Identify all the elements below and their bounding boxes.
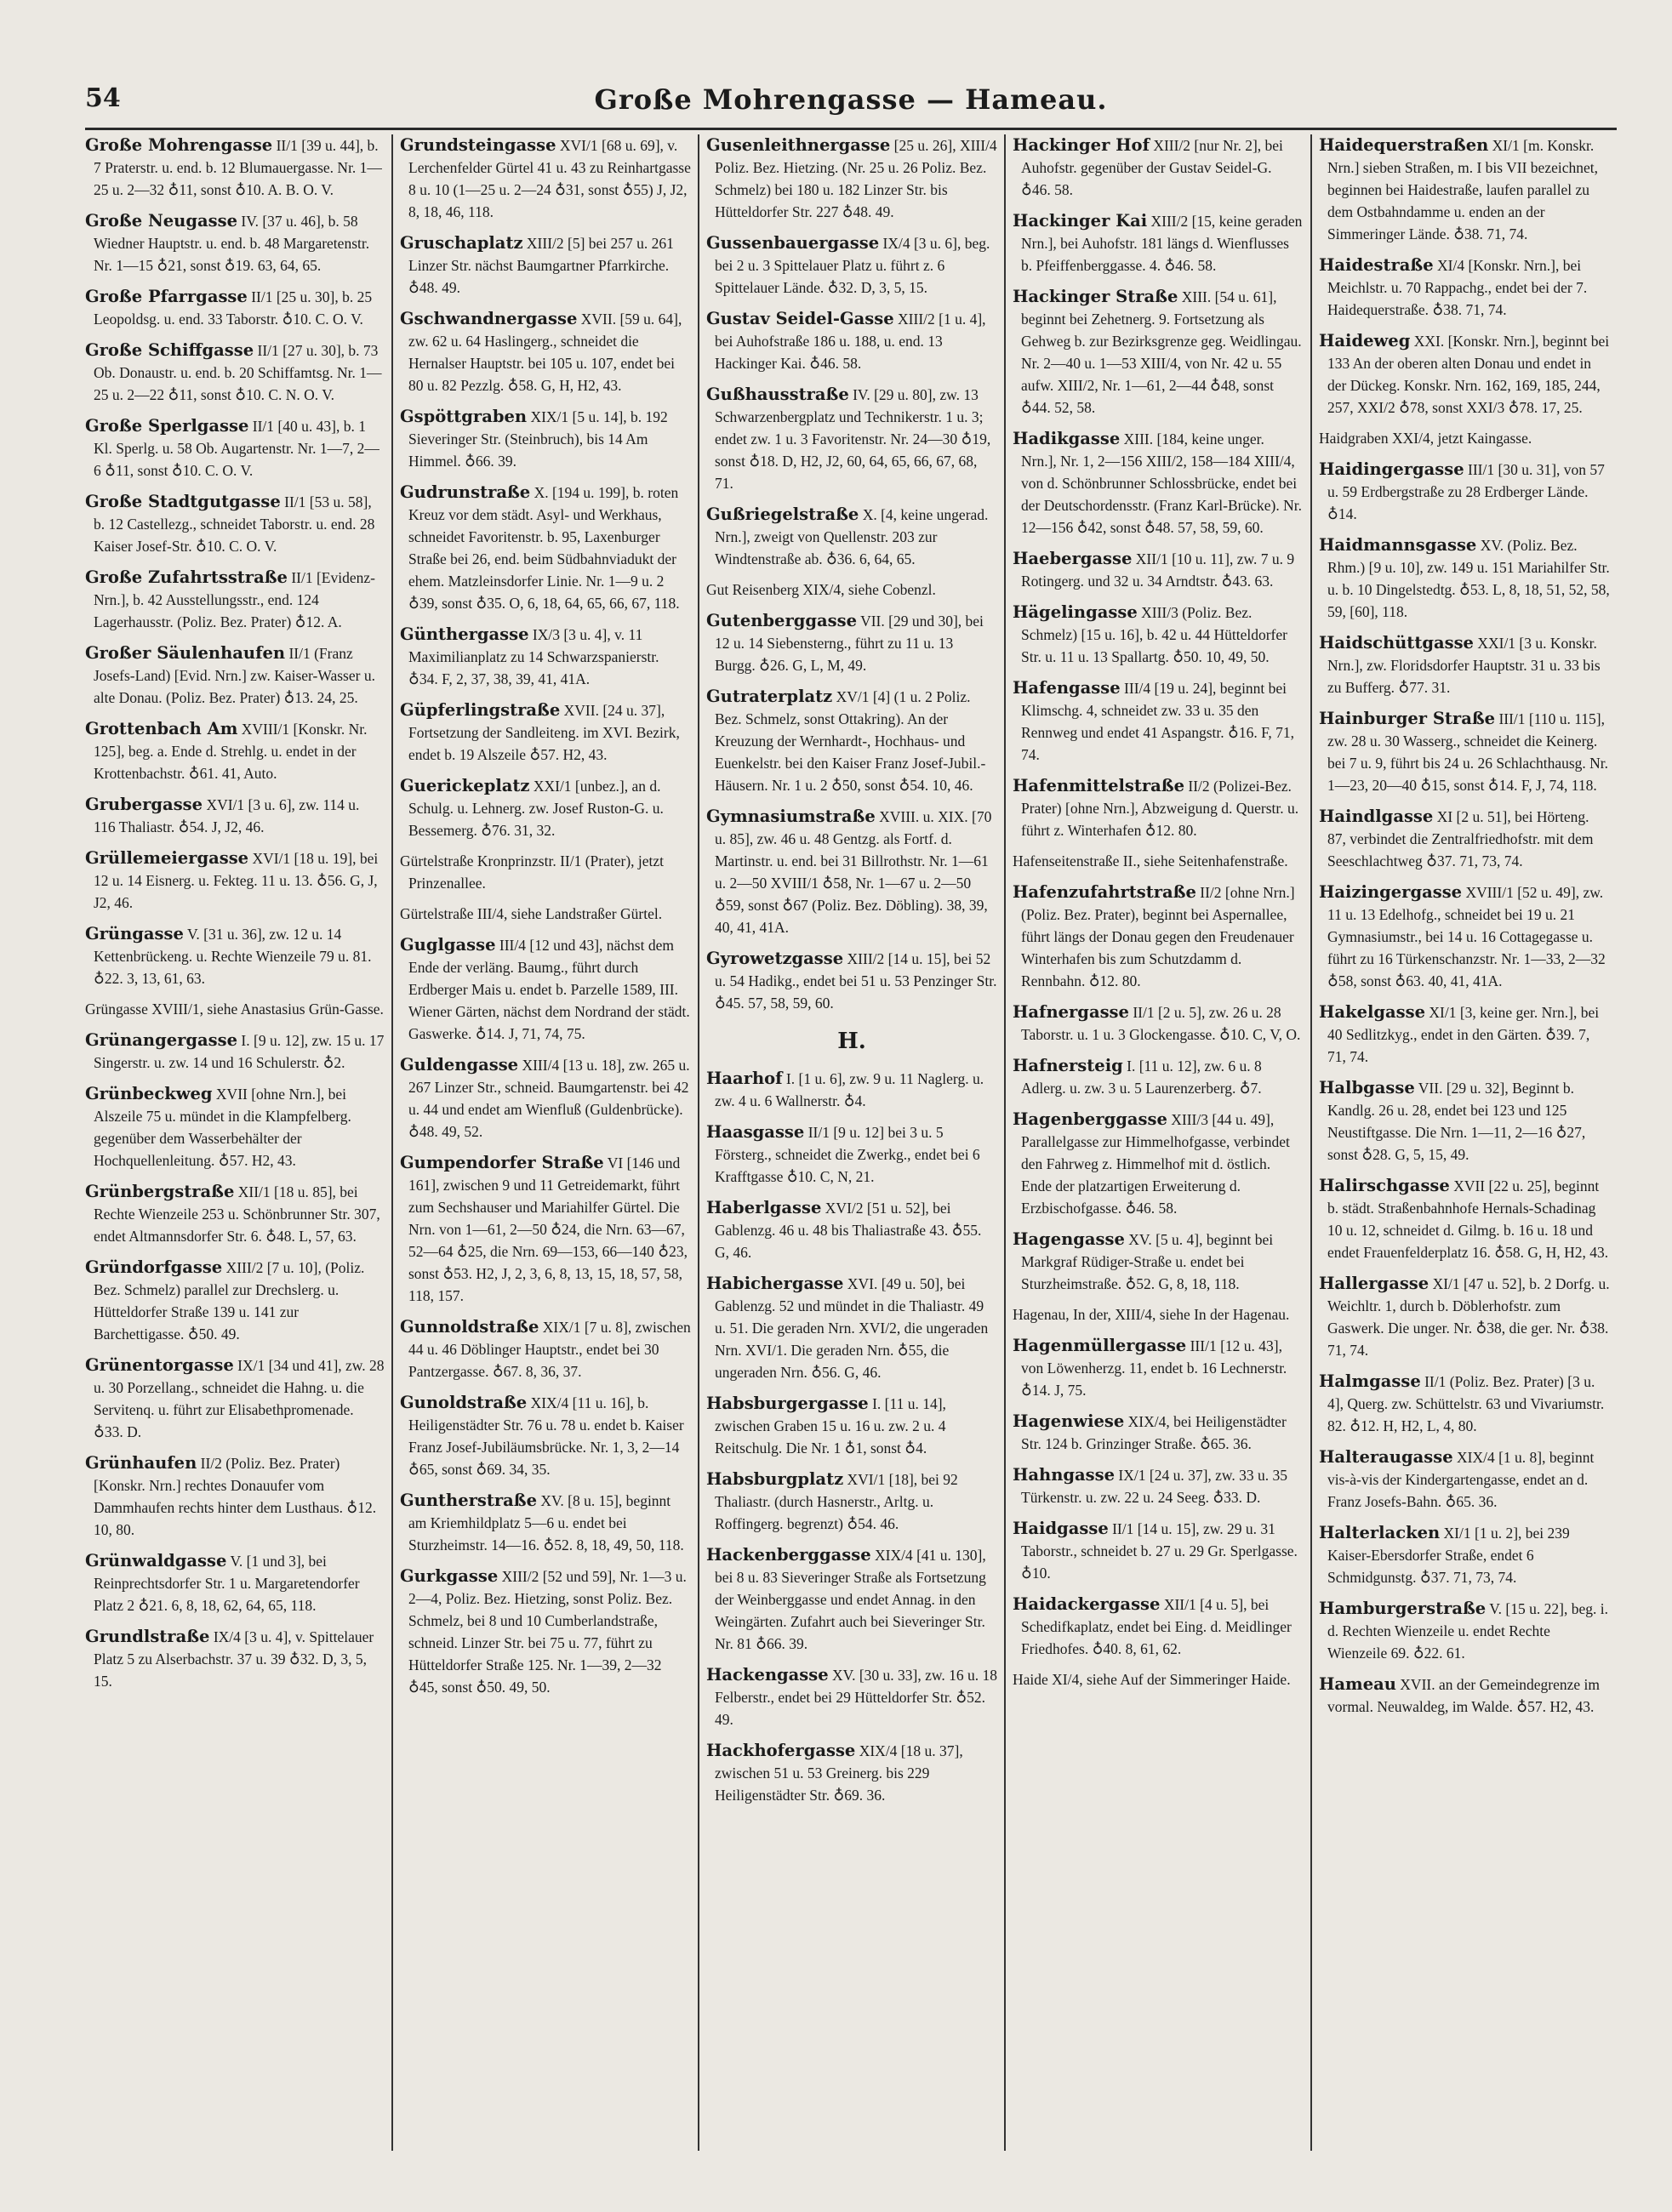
entry-details: XI/1 [3, keine ger. Nrn.], bei 40 Sedlitzkyg., endet in den Gärten. ♁39. 7, 71, 74. (1327, 1004, 1600, 1065)
entry-headword: Grünentorgasse (85, 1355, 234, 1375)
entry-details: V. [31 u. 36], zw. 12 u. 14 Kettenbrückeng. u. Rechte Wienzeile 79 u. 81. ♁22. 3, 13, 61, 63. (94, 926, 372, 987)
entry-headword: Grünbeckweg (85, 1084, 213, 1103)
entry-details: XI/4 [Konskr. Nrn.], bei Meichlstr. u. 70 Rappachg., endet bei der 7. Haidequerstraße. ♁38. 71, 74. (1327, 257, 1588, 318)
directory-entry (706, 579, 997, 601)
directory-entry (1013, 881, 1304, 993)
entry-headword: Gussenbauergasse (706, 233, 880, 253)
entry-details: IX/1 [34 und 41], zw. 28 u. 30 Porzellang., schneidet die Hahng. u. die Servitenq. u. führt zur Elisabethpromenade. ♁33. D. (94, 1357, 385, 1440)
entry-headword: Hagenberggasse (1013, 1109, 1167, 1129)
section-letter-heading: H. (837, 1029, 866, 1054)
entry-details: XV. [5 u. 4], beginnt bei Markgraf Rüdiger-Straße u. endet bei Sturzheimstraße. ♁52. G, 8, 18, 118. (1021, 1231, 1274, 1292)
entry-headword: Hägelingasse (1013, 602, 1138, 622)
entry-headword: Haebergasse (1013, 549, 1133, 568)
directory-entry (85, 1626, 385, 1693)
directory-entry (706, 384, 997, 495)
directory-entry (1319, 1522, 1610, 1589)
directory-entry (1319, 330, 1610, 419)
entry-details: XV/1 [4] (1 u. 2 Poliz. Bez. Schmelz, sonst Ottakring). An der Kreuzung der Wernhardt-, Hochhaus- und Euenkelstr. bei den Kaiser Franz Josef-Jubil.-Häusern. Nr. 1 u. 2 ♁50, sonst ♁54. 10, 46. (715, 688, 986, 794)
entry-headword: Grüngasse (85, 924, 184, 944)
entry-details: XIX/4 [11 u. 16], b. Heiligenstädter Str. 76 u. 78 u. endet b. Kaiser Franz Josef-Jubiläumsbrücke. Nr. 1, 3, 2—14 ♁65, sonst ♁69. 34, 35. (408, 1394, 684, 1478)
directory-entry (1319, 428, 1610, 450)
entry-headword: Haasgasse (706, 1122, 805, 1142)
directory-entry (1013, 1055, 1304, 1100)
entry-details: II/2 (Poliz. Bez. Prater) [Konskr. Nrn.] rechtes Donauufer vom Dammhaufen rechts hinter dem Lusthaus. ♁12. 10, 80. (94, 1455, 377, 1538)
entry-headword: Grüllemeiergasse (85, 848, 249, 868)
entry-details: II/1 [9 u. 12] bei 3 u. 5 Försterg., schneidet die Zwerkg., endet bei 6 Krafftgasse ♁10. C, N, 21. (715, 1124, 980, 1185)
directory-entry (85, 847, 385, 915)
entry-details: XIX/4 [1 u. 8], beginnt vis-à-vis der Kindergartengasse, endet an d. Franz Josefs-Bahn. ♁65. 36. (1327, 1449, 1595, 1510)
directory-entry (706, 1740, 997, 1807)
entry-headword: Grundlstraße (85, 1627, 210, 1646)
directory-entry (1319, 1598, 1610, 1665)
entry-headword: Hamburgerstraße (1319, 1599, 1487, 1618)
entry-details: IX/3 [3 u. 4], v. 11 Maximilianplatz zu 14 Schwarzspanierstr. ♁34. F, 2, 37, 38, 39, 41, 41A. (408, 626, 659, 687)
directory-entry (1319, 1273, 1610, 1362)
running-title: Große Mohrengasse — Hameau. (594, 83, 1108, 116)
entry-headword: Guglgasse (400, 935, 496, 955)
directory-entry (1013, 677, 1304, 767)
street-directory-columns (85, 134, 1617, 2151)
directory-entry (400, 308, 691, 397)
entry-headword: Hakelgasse (1319, 1002, 1426, 1022)
entry-headword: Hagenmüllergasse (1013, 1336, 1187, 1355)
directory-entry (85, 1257, 385, 1346)
directory-entry (1319, 1446, 1610, 1514)
directory-entry (85, 210, 385, 277)
entry-details: II/1 [2 u. 5], zw. 26 u. 28 Taborstr. u. 1 u. 3 Glockengasse. ♁10. C, V, O. (1021, 1004, 1301, 1043)
entry-details: XIII/3 [44 u. 49], Parallelgasse zur Himmelhofgasse, verbindet den Fahrweg z. Himmelhof mit d. östlich. Ende der platzartigen Erweiterung d. Erzbischofgasse. ♁46. 58. (1021, 1111, 1290, 1217)
directory-entry (400, 851, 691, 895)
directory-entry (400, 406, 691, 473)
directory-entry (706, 308, 997, 375)
entry-headword: Große Mohrengasse (85, 135, 273, 155)
entry-details: XXI/1 [unbez.], an d. Schulg. u. Lehnerg. zw. Josef Ruston-G. u. Bessemerg. ♁76. 31, 32. (408, 778, 664, 839)
directory-entry (85, 718, 385, 785)
entry-headword: Halbgasse (1319, 1078, 1415, 1097)
entry-details: XV. [30 u. 33], zw. 16 u. 18 Felberstr., endet bei 29 Hütteldorfer Str. ♁52. 49. (715, 1667, 997, 1728)
entry-headword: Habsburgergasse (706, 1394, 869, 1413)
entry-details: XIII/2 [15, keine geraden Nrn.], bei Auhofstr. 181 längs d. Wienflusses b. Pfeiffenberggasse. 4. ♁46. 58. (1021, 213, 1303, 274)
entry-details: I. [9 u. 12], zw. 15 u. 17 Singerstr. u. zw. 14 und 16 Schulerstr. ♁2. (94, 1032, 385, 1071)
entry-details: I. [11 u. 14], zwischen Graben 15 u. 16 u. zw. 2 u. 4 Reitschulg. Die Nr. 1 ♁1, sonst ♁4. (715, 1395, 946, 1457)
directory-entry (1013, 1304, 1304, 1326)
entry-details: XIII/2 [5] bei 257 u. 261 Linzer Str. nächst Baumgartner Pfarrkirche. ♁48. 49. (408, 235, 674, 296)
entry-details: II/1 [27 u. 30], b. 73 Ob. Donaustr. u. end. b. 20 Schiffamtsg. Nr. 1—25 u. 2—22 ♁11, sonst ♁10. C. N. O. V. (94, 342, 382, 403)
directory-entry (1013, 1464, 1304, 1509)
directory-entry (400, 232, 691, 299)
entry-headword: Große Sperlgasse (85, 416, 249, 436)
directory-entry (85, 642, 385, 710)
entry-headword: Große Schiffgasse (85, 340, 254, 360)
directory-entry (1013, 428, 1304, 539)
entry-details: XIII/2 [7 u. 10], (Poliz. Bez. Schmelz) parallel zur Drechslerg. u. Hütteldorfer Straße 139 u. 141 zur Barchettigasse. ♁50. 49. (94, 1259, 365, 1343)
entry-details: XVI/1 [18 u. 19], bei 12 u. 14 Eisnerg. u. Fekteg. 11 u. 13. ♁56. G, J, J2, 46. (94, 850, 379, 911)
directory-entry (1319, 1001, 1610, 1069)
directory-entry (400, 699, 691, 767)
directory-column-5 (1310, 134, 1617, 2151)
directory-entry (400, 624, 691, 691)
entry-headword: Hackinger Straße (1013, 287, 1178, 306)
entry-headword: Gußhausstraße (706, 385, 849, 404)
entry-headword: Guldengasse (400, 1055, 519, 1075)
entry-headword: Gymnasiumstraße (706, 807, 876, 826)
entry-details: XIII/2 [14 u. 15], bei 52 u. 54 Hadikg., endet bei 51 u. 53 Penzinger Str. ♁45. 57, 58, 59, 60. (715, 950, 997, 1012)
entry-details: IV. [29 u. 80], zw. 13 Schwarzenbergplatz und Technikerstr. 1 u. 3; endet zw. 1 u. 3 Favoritenstr. Nr. 24—30 ♁19, sonst ♁18. D, H2, J2, 60, 64, 65, 66, 67, 68, 71. (715, 386, 991, 492)
entry-headword: Gutraterplatz (706, 687, 833, 706)
directory-entry (1013, 851, 1304, 873)
entry-headword: Guntherstraße (400, 1491, 537, 1510)
directory-column-4 (1004, 134, 1310, 2151)
entry-details: IX/4 [3 u. 4], v. Spittelauer Platz 5 zu Alserbachstr. 37 u. 39 ♁32. D, 3, 5, 15. (94, 1628, 374, 1690)
entry-headword: Hafenzufahrtstraße (1013, 882, 1196, 902)
directory-entry (85, 415, 385, 482)
entry-headword: Grünbergstraße (85, 1182, 235, 1201)
entry-headword: Gyrowetzgasse (706, 949, 844, 968)
entry-details: IV. [37 u. 46], b. 58 Wiedner Hauptstr. u. end. b. 48 Margaretenstr. Nr. 1—15 ♁21, sonst ♁19. 63, 64, 65. (94, 213, 370, 274)
entry-headword: Große Zufahrtsstraße (85, 567, 288, 587)
entry-details: Haidgraben XXI/4, jetzt Kaingasse. (1319, 430, 1532, 447)
entry-details: XVIII/1 [Konskr. Nr. 125], beg. a. Ende d. Strehlg. u. endet in der Krottenbachstr. ♁61. 41, Auto. (94, 721, 368, 782)
entry-headword: Habichergasse (706, 1274, 844, 1293)
header-rule (85, 128, 1617, 130)
directory-entry (1319, 459, 1610, 526)
entry-details: III/4 [12 und 43], nächst dem Ende der verläng. Baumg., führt durch Erdberger Mais u. endet b. Parzelle 1589, III. Wiener Gärten, nächst dem Nordrand der städt. Gaswerke. ♁14. J, 71, 74, 75. (408, 937, 690, 1042)
directory-entry (85, 1029, 385, 1075)
entry-details: I. [11 u. 12], zw. 6 u. 8 Adlerg. u. zw. 3 u. 5 Laurenzerberg. ♁7. (1021, 1058, 1262, 1097)
directory-entry (1013, 134, 1304, 202)
entry-details: II/1 [39 u. 44], b. 7 Praterstr. u. end. b. 12 Blumauergasse. Nr. 1—25 u. 2—32 ♁11, sonst ♁10. A. B. O. V. (94, 137, 382, 198)
entry-details: XXI/1 [3 u. Konskr. Nrn.], zw. Floridsdorfer Hauptstr. 31 u. 33 bis zu Bufferg. ♁77. 31. (1327, 635, 1601, 696)
entry-details: XVI/1 [68 u. 69], v. Lerchenfelder Gürtel 41 u. 43 zu Reinhartgasse 8 u. 10 (1—25 u. 2—24 ♁31, sonst ♁55) J, J2, 8, 18, 46, 118. (408, 137, 691, 220)
entry-headword: Gustav Seidel-Gasse (706, 309, 894, 328)
entry-details: II/1 [Evidenz-Nrn.], b. 42 Ausstellungsstr., end. 124 Lagerhausstr. (Poliz. Bez. Prater) ♁12. A. (94, 569, 375, 630)
entry-details: V. [1 und 3], bei Reinprechtsdorfer Str. 1 u. Margaretendorfer Platz 2 ♁21. 6, 8, 18, 62, 64, 65, 118. (94, 1553, 360, 1614)
entry-details: XIX/4, bei Heiligenstädter Str. 124 b. Grinzinger Straße. ♁65. 36. (1021, 1413, 1287, 1452)
directory-entry (400, 1392, 691, 1481)
entry-headword: Günthergasse (400, 624, 529, 644)
directory-entry (1319, 881, 1610, 993)
entry-details: XXI. [Konskr. Nrn.], beginnt bei 133 An der oberen alten Donau und endet in der Dückeg. Konskr. Nrn. 162, 169, 185, 244, 257, XXI/2 ♁78, sonst XXI/3 ♁78. 17, 25. (1327, 333, 1610, 416)
directory-entry (1013, 1593, 1304, 1661)
entry-headword: Gußriegelstraße (706, 505, 859, 524)
entry-headword: Gunnoldstraße (400, 1317, 539, 1337)
entry-headword: Halmgasse (1319, 1371, 1421, 1391)
directory-column-1 (85, 134, 391, 2151)
entry-details: XVII. [24 u. 37], Fortsetzung der Sandleiteng. im XVI. Bezirk, endet b. 19 Alszeile ♁57. H2, 43. (408, 702, 680, 763)
entry-details: XII/1 [18 u. 85], bei Rechte Wienzeile 253 u. Schönbrunner Str. 307, endet Altmannsdorfer Str. 6. ♁48. L, 57, 63. (94, 1183, 380, 1245)
entry-headword: Haindlgasse (1319, 807, 1434, 826)
directory-entry (706, 610, 997, 677)
entry-details: XII/1 [4 u. 5], bei Schedifkaplatz, endet bei Eing. d. Meidlinger Friedhofes. ♁40. 8, 61, 62. (1021, 1596, 1292, 1657)
directory-entry (400, 775, 691, 842)
entry-headword: Hackhofergasse (706, 1741, 856, 1760)
directory-entry (706, 948, 997, 1015)
entry-headword: Gunoldstraße (400, 1393, 528, 1412)
directory-entry (1319, 1371, 1610, 1438)
directory-entry (1319, 134, 1610, 246)
entry-headword: Haidgasse (1013, 1519, 1109, 1538)
entry-headword: Hahngasse (1013, 1465, 1116, 1485)
directory-entry (1013, 1669, 1304, 1691)
entry-headword: Halteraugasse (1319, 1447, 1453, 1467)
directory-entry (1319, 806, 1610, 873)
entry-headword: Hagenwiese (1013, 1411, 1125, 1431)
entry-headword: Gschwandnergasse (400, 309, 578, 328)
directory-entry (1013, 775, 1304, 842)
entry-headword: Hadikgasse (1013, 429, 1121, 448)
entry-headword: Hainburger Straße (1319, 709, 1496, 728)
entry-details: [25 u. 26], XIII/4 Poliz. Bez. Hietzing. (Nr. 25 u. 26 Poliz. Bez. Schmelz) bei 180 u. 182 Linzer Str. bis Hütteldorfer Str. 227 ♁48. 49. (715, 137, 997, 220)
entry-headword: Große Neugasse (85, 211, 237, 231)
entry-headword: Hallergasse (1319, 1274, 1429, 1293)
directory-entry (706, 686, 997, 797)
entry-headword: Haidequerstraßen (1319, 135, 1489, 155)
entry-details: XVI. [49 u. 50], bei Gablenzg. 52 und mündet in die Thaliastr. 49 u. 51. Die geraden Nrn. XVI/2, die ungeraden Nrn. XVI/1. Die geraden Nrn. ♁55, die ungeraden Nrn. ♁56. G, 46. (715, 1275, 989, 1381)
directory-entry (85, 923, 385, 990)
directory-entry (85, 567, 385, 634)
entry-details: XVII [ohne Nrn.], bei Alszeile 75 u. mündet in die Klampfelberg. gegenüber dem Wasserbehälter der Hochquellenleitung. ♁57. H2, 43. (94, 1086, 351, 1169)
entry-headword: Hackenberggasse (706, 1545, 871, 1565)
directory-entry (1013, 1229, 1304, 1296)
directory-entry (85, 339, 385, 407)
entry-headword: Große Stadtgutgasse (85, 492, 281, 511)
entry-headword: Grünwaldgasse (85, 1551, 227, 1571)
entry-headword: Halterlacken (1319, 1523, 1441, 1542)
entry-headword: Haidschüttgasse (1319, 633, 1474, 653)
entry-headword: Grünhaufen (85, 1453, 197, 1473)
entry-headword: Haidestraße (1319, 255, 1434, 275)
entry-details: II/1 [53 u. 58], b. 12 Castellezg., schneidet Taborstr. u. end. 28 Kaiser Josef-Str. ♁10. C. O. V. (94, 493, 375, 555)
directory-entry (706, 1068, 997, 1113)
directory-entry (400, 1490, 691, 1557)
directory-entry (706, 1393, 997, 1460)
entry-details: II/2 (Polizei-Bez. Prater) [ohne Nrn.], Abzweigung d. Querstr. u. führt z. Winterhafen ♁12. 80. (1021, 778, 1299, 839)
directory-entry (400, 1316, 691, 1383)
directory-entry (1319, 1673, 1610, 1719)
entry-details: II/1 [25 u. 30], b. 25 Leopoldsg. u. end. 33 Taborstr. ♁10. C. O. V. (94, 288, 373, 328)
entry-details: V. [15 u. 22], beg. i. d. Rechten Wienzeile u. endet Rechte Wienzeile 69. ♁22. 61. (1327, 1600, 1608, 1662)
directory-entry (1013, 601, 1304, 669)
entry-headword: Gspöttgraben (400, 407, 528, 426)
directory-entry (400, 1054, 691, 1143)
entry-details: XVII. an der Gemeindegrenze im vormal. Neuwaldeg, im Walde. ♁57. H2, 43. (1327, 1676, 1600, 1715)
directory-entry (1013, 286, 1304, 419)
entry-headword: Haidingergasse (1319, 459, 1464, 479)
entry-headword: Hafnersteig (1013, 1056, 1123, 1075)
entry-details: XVI/2 [51 u. 52], bei Gablenzg. 46 u. 48 bis Thaliastraße 43. ♁55. G, 46. (715, 1200, 982, 1261)
entry-details: IX/4 [3 u. 6], beg. bei 2 u. 3 Spittelauer Platz u. führt z. 6 Spittelauer Lände. ♁32. D, 3, 5, 15. (715, 235, 990, 296)
entry-headword: Habsburgplatz (706, 1469, 844, 1489)
entry-details: XI [2 u. 51], bei Hörteng. 87, verbindet die Zentralfriedhofstr. mit dem Seeschlachtweg ♁37. 71, 73, 74. (1327, 808, 1594, 869)
entry-details: III/1 [12 u. 43], von Löwenherzg. 11, endet b. 16 Lechnerstr. ♁14. J, 75. (1021, 1337, 1287, 1399)
entry-details: VII. [29 u. 32], Beginnt b. Kandlg. 26 u. 28, endet bei 123 und 125 Neustiftgasse. Die Nrn. 1—11, 2—16 ♁27, sonst ♁28. G, 5, 15, 49. (1327, 1080, 1586, 1163)
entry-details: II/1 [40 u. 43], b. 1 Kl. Sperlg. u. 58 Ob. Augartenstr. Nr. 1—7, 2—6 ♁11, sonst ♁10. C. O. V. (94, 418, 379, 479)
entry-details: XIII. [184, keine unger. Nrn.], Nr. 1, 2—156 XIII/2, 158—184 XIII/4, von d. Schönbrunner Schlossbrücke, endet bei der Deutschordensstr. (Franz Karl-Brücke). Nr. 12—156 ♁42, sonst ♁48. 57, 58, 59, 60. (1021, 430, 1302, 536)
entry-headword: Hafengasse (1013, 678, 1121, 698)
entry-headword: Gründorfgasse (85, 1257, 223, 1277)
entry-headword: Gruschaplatz (400, 233, 523, 253)
page-header (85, 83, 1617, 121)
entry-headword: Grubergasse (85, 795, 203, 814)
directory-entry (85, 1452, 385, 1542)
directory-entry (400, 482, 691, 615)
directory-entry (706, 806, 997, 939)
entry-headword: Gudrunstraße (400, 482, 531, 502)
entry-headword: Güpferlingstraße (400, 700, 561, 720)
entry-details: XIII/3 (Poliz. Bez. Schmelz) [15 u. 16], b. 42 u. 44 Hütteldorfer Str. u. 11 u. 13 Spallartg. ♁50. 10, 49, 50. (1021, 604, 1287, 665)
entry-details: III/1 [30 u. 31], von 57 u. 59 Erdbergstraße zu 28 Erdberger Lände. ♁14. (1327, 461, 1605, 522)
entry-details: XIX/1 [7 u. 8], zwischen 44 u. 46 Döblinger Hauptstr., endet bei 30 Pantzergasse. ♁67. 8, 36, 37. (408, 1319, 691, 1380)
directory-entry (1013, 1411, 1304, 1456)
entry-headword: Haidmannsgasse (1319, 535, 1477, 555)
entry-details: XII/1 [10 u. 11], zw. 7 u. 9 Rotingerg. und 32 u. 34 Arndtstr. ♁43. 63. (1021, 550, 1295, 590)
entry-details: XVI/1 [18], bei 92 Thaliastr. (durch Hasnerstr., Arltg. u. Roffingerg. begrenzt) ♁54. 46. (715, 1471, 958, 1532)
entry-details: XVIII. u. XIX. [70 u. 85], zw. 46 u. 48 Gentzg. als Fortf. d. Martinstr. u. end. bei 31 Billrothstr. Nr. 1—61 u. 2—50 XVIII/1 ♁58, Nr. 1—67 u. 2—50 ♁59, sonst ♁67 (Poliz. Bez. Döbling). 38, 39, 40, 41, 41A. (715, 808, 992, 936)
entry-details: XVII. [59 u. 64], zw. 62 u. 64 Haslingerg., schneidet die Hernalser Hauptstr. bei 105 u. 107, endet bei 80 u. 82 Pezzlg. ♁58. G, H, H2, 43. (408, 311, 682, 394)
entry-headword: Große Pfarrgasse (85, 287, 248, 306)
directory-entry (706, 1664, 997, 1731)
entry-headword: Hafenmittelstraße (1013, 776, 1185, 795)
entry-headword: Hameau (1319, 1674, 1396, 1694)
entry-details: VI [146 und 161], zwischen 9 und 11 Getreidemarkt, führt zum Sechshauser und Mariahilfer Gürtel. Die Nrn. von 1—61, 2—50 ♁24, die Nrn. 63—67, 52—64 ♁25, die Nrn. 69—153, 66—140 ♁23, sonst ♁53. H2, J, 2, 3, 6, 8, 13, 15, 18, 57, 58, 118, 157. (408, 1154, 688, 1304)
directory-entry (706, 1544, 997, 1656)
directory-entry (85, 491, 385, 558)
entry-details: Gürtelstraße III/4, siehe Landstraßer Gürtel. (400, 905, 663, 922)
directory-entry (85, 1083, 385, 1172)
directory-entry (400, 1152, 691, 1308)
directory-entry (1319, 254, 1610, 322)
entry-details: XVI/1 [3 u. 6], zw. 114 u. 116 Thaliastr. ♁54. J, J2, 46. (94, 796, 360, 835)
entry-details: X. [194 u. 199], b. roten Kreuz vor dem städt. Asyl- und Werkhaus, schneidet Favoritenstr. b. 95, Laxenburger Straße bei 26, end. beim Südbahnviadukt der ehem. Matzleinsdorfer Linie. Nr. 1—9 u. 2 ♁39, sonst ♁35. O, 6, 18, 64, 65, 66, 67, 118. (408, 484, 680, 612)
directory-entry (85, 286, 385, 331)
entry-headword: Haberlgasse (706, 1198, 822, 1217)
directory-entry (706, 1197, 997, 1264)
directory-entry (706, 1273, 997, 1384)
entry-details: XIII/4 [13 u. 18], zw. 265 u. 267 Linzer Str., schneid. Baumgartenstr. bei 42 u. 44 und endet am Wienfluß (Guldenbrücke). ♁48. 49, 52. (408, 1057, 690, 1140)
entry-details: XIX/4 [18 u. 37], zwischen 51 u. 53 Greinerg. bis 229 Heiligenstädter Str. ♁69. 36. (715, 1742, 963, 1804)
entry-details: Hafenseitenstraße II., siehe Seitenhafenstraße. (1013, 852, 1288, 869)
entry-details: XIII. [54 u. 61], beginnt bei Zehetnerg. 9. Fortsetzung als Gehweg b. zur Bezirksgrenze geg. Weidlingau. Nr. 2—40 u. 1—53 XIII/4, von Nr. 42 u. 55 aufw. XIII/2, Nr. 1—61, 2—44 ♁48, sonst ♁44. 52, 58. (1021, 288, 1302, 416)
directory-entry (1013, 1001, 1304, 1046)
entry-headword: Grottenbach Am (85, 719, 238, 738)
entry-details: Gut Reisenberg XIX/4, siehe Cobenzl. (706, 581, 936, 598)
directory-entry (1013, 1109, 1304, 1220)
directory-entry (1013, 1518, 1304, 1585)
directory-column-3 (698, 134, 1004, 2151)
entry-details: XV. [8 u. 15], beginnt am Kriemhildplatz 5—6 u. endet bei Sturzheimstr. 14—16. ♁52. 8, 18, 49, 50, 118. (408, 1492, 684, 1554)
entry-details: XIII/2 [nur Nr. 2], bei Auhofstr. gegenüber der Gustav Seidel-G. ♁46. 58. (1021, 137, 1283, 198)
entry-headword: Haizingergasse (1319, 882, 1463, 902)
directory-entry (1319, 534, 1610, 624)
entry-headword: Haideweg (1319, 331, 1411, 351)
entry-details: XIX/4 [41 u. 130], bei 8 u. 83 Sieveringer Straße als Fortsetzung der Weinberggasse und endet Annag. in den Weingärten. Zufahrt auch bei Sieveringer Str. Nr. 81 ♁66. 39. (715, 1547, 986, 1652)
directory-entry (1319, 632, 1610, 699)
entry-details: XI/1 [47 u. 52], b. 2 Dorfg. u. Weichltr. 1, durch b. Döblerhofstr. zum Gaswerk. Die unger. Nr. ♁38, die ger. Nr. ♁38. 71, 74. (1327, 1275, 1610, 1359)
directory-entry (1319, 1175, 1610, 1264)
directory-entry (1013, 210, 1304, 277)
directory-entry (1013, 548, 1304, 593)
entry-details: Haide XI/4, siehe Auf der Simmeringer Haide. (1013, 1671, 1291, 1688)
entry-details: VII. [29 und 30], bei 12 u. 14 Siebensterng., führt zu 11 u. 13 Burgg. ♁26. G, L, M, 49. (715, 613, 984, 674)
entry-headword: Halirschgasse (1319, 1176, 1450, 1195)
directory-entry (85, 794, 385, 839)
entry-headword: Großer Säulenhaufen (85, 643, 286, 663)
directory-entry (400, 1565, 691, 1699)
directory-entry (1013, 1335, 1304, 1402)
entry-details: II/1 (Franz Josefs-Land) [Evid. Nrn.] zw. Kaiser-Wasser u. alte Donau. (Poliz. Bez. Prater) ♁13. 24, 25. (94, 645, 375, 706)
directory-entry (85, 1550, 385, 1617)
entry-details: IX/1 [24 u. 37], zw. 33 u. 35 Türkenstr. u. zw. 22 u. 24 Seeg. ♁33. D. (1021, 1467, 1288, 1506)
directory-entry (1319, 708, 1610, 797)
entry-details: I. [1 u. 6], zw. 9 u. 11 Naglerg. u. zw. 4 u. 6 Wallnerstr. ♁4. (715, 1070, 984, 1109)
entry-details: Gürtelstraße Kronprinzstr. II/1 (Prater), jetzt Prinzenallee. (400, 852, 665, 892)
entry-details: XI/1 [1 u. 2], bei 239 Kaiser-Ebersdorfer Straße, endet 6 Schmidgunstg. ♁37. 71, 73, 74. (1327, 1525, 1570, 1586)
entry-details: II/1 (Poliz. Bez. Prater) [3 u. 4], Querg. zw. Schüttelstr. 63 und Vivariumstr. 82. ♁12. H, H2, L, 4, 80. (1327, 1373, 1605, 1434)
entry-details: II/1 [14 u. 15], zw. 29 u. 31 Taborstr., schneidet b. 27 u. 29 Gr. Sperlgasse. ♁10. (1021, 1520, 1298, 1582)
directory-entry (706, 1468, 997, 1536)
entry-headword: Hafnergasse (1013, 1002, 1129, 1022)
directory-entry (706, 504, 997, 571)
entry-details: III/4 [19 u. 24], beginnt bei Klimschg. 4, schneidet zw. 33 u. 35 den Rennweg und endet 41 Aspangstr. ♁16. F, 71, 74. (1021, 680, 1295, 763)
entry-headword: Haidackergasse (1013, 1594, 1161, 1614)
entry-details: XIII/2 [1 u. 4], bei Auhofstraße 186 u. 188, u. end. 13 Hackinger Kai. ♁46. 58. (715, 311, 986, 372)
entry-headword: Gumpendorfer Straße (400, 1153, 604, 1172)
directory-entry (706, 1121, 997, 1189)
entry-headword: Haarhof (706, 1069, 783, 1088)
entry-headword: Grünangergasse (85, 1030, 238, 1050)
entry-details: Hagenau, In der, XIII/4, siehe In der Hagenau. (1013, 1306, 1290, 1323)
directory-entry (85, 1354, 385, 1444)
entry-details: III/1 [110 u. 115], zw. 28 u. 30 Wasserg., schneidet die Keinerg. bei 7 u. 9, führt bis 24 u. 26 Schlachthausg. Nr. 1—23, 20—40 ♁15, sonst ♁14. F, J, 74, 118. (1327, 710, 1609, 794)
entry-details: XVII [22 u. 25], beginnt b. städt. Straßenbahnhofe Hernals-Schadinag 10 u. 12, schneidet d. Gilmg. b. 16 u. 18 und endet Frauenfelderplatz 16. ♁58. G, H, H2, 43. (1327, 1177, 1609, 1261)
entry-headword: Grundsteingasse (400, 135, 556, 155)
directory-entry (85, 1181, 385, 1248)
entry-details: XI/1 [m. Konskr. Nrn.] sieben Straßen, m. I bis VII bezeichnet, beginnen bei Haidestraße, laufen parallel zu dem Ostbahndamme u. enden an der Simmeringer Lände. ♁38. 71, 74. (1327, 137, 1598, 242)
entry-headword: Gurkgasse (400, 1566, 499, 1586)
directory-entry (706, 134, 997, 224)
entry-details: XVIII/1 [52 u. 49], zw. 11 u. 13 Edelhofg., schneidet bei 19 u. 21 Gymnasiumstr., bei 14 u. 16 Cottagegasse u. führt zu 16 Türkenschanzstr. Nr. 1—33, 2—32 ♁58, sonst ♁63. 40, 41, 41A. (1327, 884, 1606, 989)
directory-entry (85, 134, 385, 202)
directory-entry (400, 134, 691, 224)
entry-details: XIX/1 [5 u. 14], b. 192 Sieveringer Str. (Steinbruch), bis 14 Am Himmel. ♁66. 39. (408, 408, 668, 470)
directory-entry (85, 999, 385, 1021)
entry-details: II/2 [ohne Nrn.] (Poliz. Bez. Prater), beginnt bei Aspernallee, führt längs der Donau gegen den Freudenauer Winterhafen bis zum Schutzdamm d. Rennbahn. ♁12. 80. (1021, 884, 1295, 989)
entry-headword: Hagengasse (1013, 1229, 1125, 1249)
entry-headword: Hackinger Hof (1013, 135, 1150, 155)
entry-details: Grüngasse XVIII/1, siehe Anastasius Grün-Gasse. (85, 1001, 384, 1018)
entry-details: XIII/2 [52 und 59], Nr. 1—3 u. 2—4, Poliz. Bez. Hietzing, sonst Poliz. Bez. Schmelz, bei 8 und 10 Cumberlandstraße, schneid. Linzer Str. bei 75 u. 77, führt zu Hütteldorfer Straße 125. Nr. 1—39, 2—32 ♁45, sonst ♁50. 49, 50. (408, 1568, 687, 1696)
entry-details: X. [4, keine ungerad. Nrn.], zweigt von Quellenstr. 203 zur Windtenstraße ab. ♁36. 6, 64, 65. (715, 506, 989, 567)
directory-column-2 (391, 134, 698, 2151)
directory-entry (706, 232, 997, 299)
directory-entry (1319, 1077, 1610, 1166)
entry-headword: Guerickeplatz (400, 776, 530, 795)
entry-headword: Gusenleithnergasse (706, 135, 891, 155)
directory-entry (400, 934, 691, 1046)
entry-headword: Hackinger Kai (1013, 211, 1148, 231)
entry-headword: Hackengasse (706, 1665, 829, 1685)
page-number: 54 (85, 83, 121, 113)
entry-details: XV. (Poliz. Bez. Rhm.) [9 u. 10], zw. 149 u. 151 Mariahilfer Str. u. b. 10 Dingelstedtg. ♁53. L, 8, 18, 51, 52, 58, 59, [60], 118. (1327, 537, 1610, 620)
directory-entry (400, 904, 691, 926)
entry-headword: Gutenberggasse (706, 611, 858, 630)
